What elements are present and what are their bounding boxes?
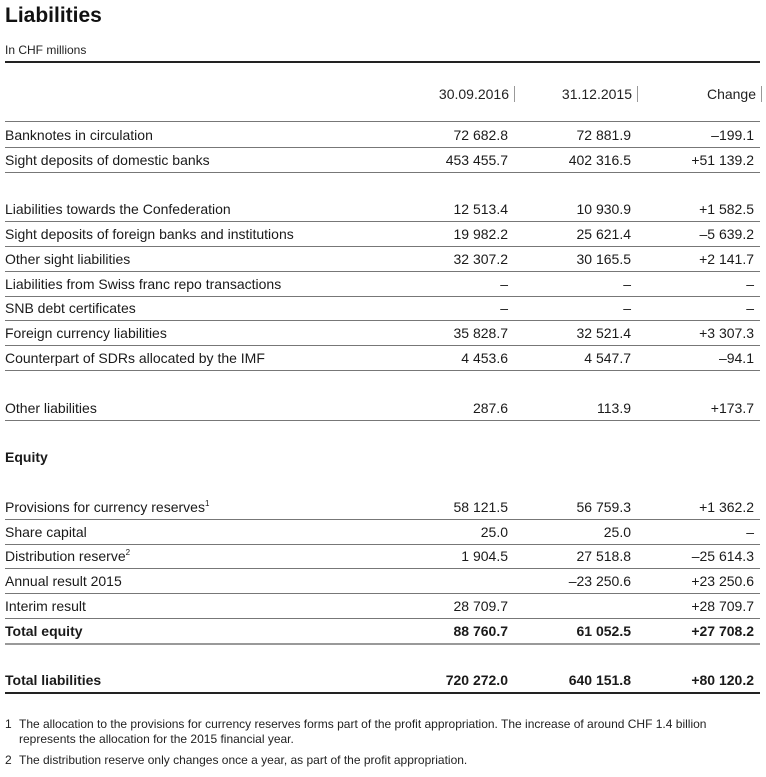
footnote-2: 2 The distribution reserve only changes once a year, as part of the profit appropriation. — [5, 753, 468, 767]
table-row: Annual result 2015 –23 250.6 +23 250.6 — [5, 569, 760, 594]
total-equity-row: Total equity 88 760.7 61 052.5 +27 708.2 — [5, 619, 760, 645]
column-separator — [637, 86, 638, 102]
table-row: Interim result 28 709.7 +28 709.7 — [5, 594, 760, 619]
header-divider — [5, 61, 760, 63]
table-row: Other liabilities 287.6 113.9 +173.7 — [5, 396, 760, 421]
table-row: Other sight liabilities 32 307.2 30 165.5 +2 141.7 — [5, 247, 760, 272]
column-header-change: Change — [640, 86, 762, 102]
table-row: Banknotes in circulation 72 682.8 72 881.9 –199.1 — [5, 123, 760, 148]
equity-heading: Equity — [5, 449, 48, 465]
footnote-ref: 2 — [125, 548, 131, 557]
table-row: Share capital 25.0 25.0 – — [5, 520, 760, 545]
table-row: Sight deposits of foreign banks and institutions 19 982.2 25 621.4 –5 639.2 — [5, 222, 760, 247]
footnote-ref: 1 — [204, 499, 210, 508]
column-separator — [514, 86, 515, 102]
table-row: Provisions for currency reserves$^1$ 58 121.5 56 759.3 +1 362.2 — [5, 495, 760, 520]
table-row: Liabilities towards the Confederation 12 513.4 10 930.9 +1 582.5 — [5, 197, 760, 222]
table-row: Foreign currency liabilities 35 828.7 32 521.4 +3 307.3 — [5, 321, 760, 346]
total-liabilities-row: Total liabilities 720 272.0 640 151.8 +80 120.2 — [5, 668, 760, 694]
table-row: Sight deposits of domestic banks 453 455.7 402 316.5 +51 139.2 — [5, 148, 760, 173]
table-row: Distribution reserve$^2$ 1 904.5 27 518.8 –25 614.3 — [5, 544, 760, 569]
footnote-1: 1 The allocation to the provisions for currency reserves forms part of the profit appropriation. The increase of around CHF 1.4 billion represents the allocation for the 2015 financial year. — [5, 717, 707, 746]
table-row: Counterpart of SDRs allocated by the IMF 4 453.6 4 547.7 –94.1 — [5, 346, 760, 371]
page-title: Liabilities — [5, 4, 102, 27]
table-header-divider — [5, 121, 760, 122]
column-header-31-12-2015: 31.12.2015 — [520, 86, 638, 102]
column-separator — [761, 86, 762, 102]
table-row: SNB debt certificates – – – — [5, 296, 760, 321]
unit-subtitle: In CHF millions — [5, 43, 87, 57]
table-row: Liabilities from Swiss franc repo transactions – – – — [5, 272, 760, 297]
column-header-30-09-2016: 30.09.2016 — [400, 86, 515, 102]
